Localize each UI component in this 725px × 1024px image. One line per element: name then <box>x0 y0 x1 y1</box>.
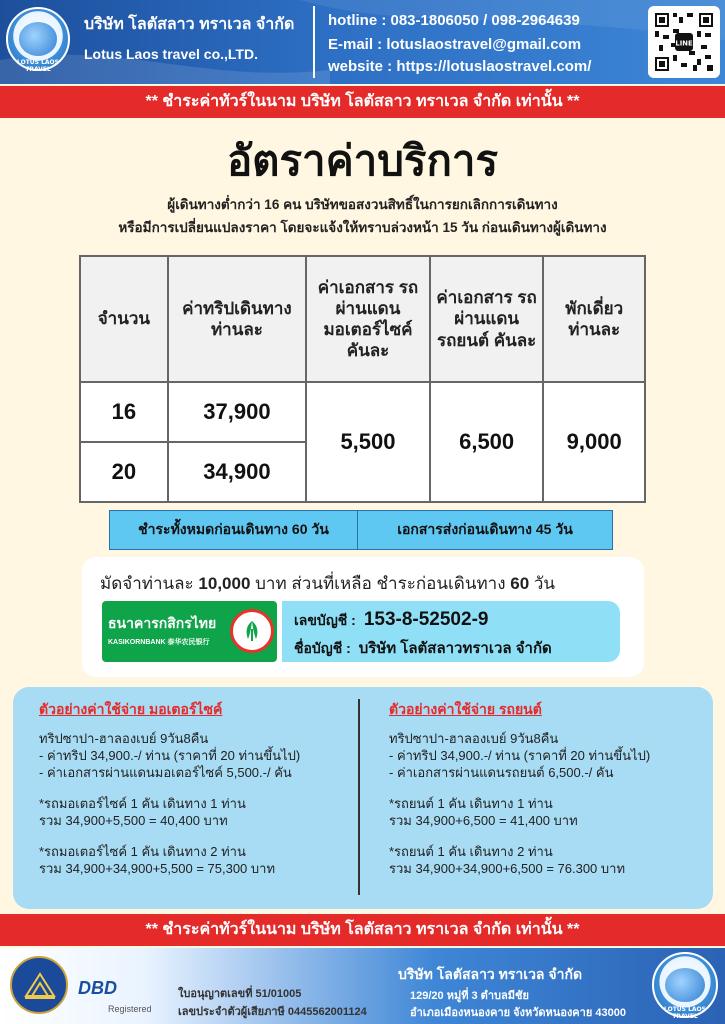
table-row <box>80 382 645 442</box>
table-header-row <box>80 256 645 382</box>
examples-divider <box>358 699 360 895</box>
subtitle-line-1: ผู้เดินทางต่ำกว่า 16 คน บริษัทขอสงวนสิทธิ์ในการยกเลิกการเดินทาง <box>167 197 558 212</box>
payment-terms <box>109 510 613 550</box>
line-qr-code[interactable] <box>648 6 720 78</box>
deposit-text: มัดจำท่านละ 10,000 บาท ส่วนที่เหลือ ชำระก่อนเดินทาง 60 วัน <box>100 574 556 593</box>
row-count: 20 <box>80 442 168 502</box>
payment-full-term: ชำระทั้งหมดก่อนเดินทาง 60 วัน <box>109 510 358 550</box>
rate-table <box>79 255 646 503</box>
moto-doc-price: 5,500 <box>306 382 430 502</box>
website-link[interactable]: website : https://lotuslaostravel.com/ <box>328 58 592 75</box>
notice-bar-top: ** ชำระค่าทัวร์ในนาม บริษัท โลตัสลาว ทราเวล จำกัด เท่านั้น ** <box>0 86 725 118</box>
globe-icon <box>665 968 705 1003</box>
car-example-total: รวม 34,900+6,500 = 41,400 บาท <box>389 813 578 828</box>
page-title: อัตราค่าบริการ <box>226 137 499 184</box>
car-example <box>389 701 709 877</box>
moto-example-heading: ตัวอย่างค่าใช้จ่าย มอเตอร์ไซค์ <box>39 701 223 717</box>
tax-id: เลขประจำตัวผู้เสียภาษี 0445562001124 <box>178 1006 367 1018</box>
moto-example-line: ทริปซาปา-ฮาลองเบย์ 9วัน8คืน <box>39 731 209 746</box>
dbd-logo: DBD <box>78 978 117 998</box>
examples-box <box>13 687 713 909</box>
qr-code-icon <box>653 11 715 73</box>
account-number-label: เลขบัญชี : <box>294 612 356 628</box>
car-example-total: รวม 34,900+34,900+6,500 = 76.300 บาท <box>389 861 626 876</box>
bank-badge <box>102 601 277 662</box>
header-trip-price: ค่าทริปเดินทาง ท่านละ <box>168 256 306 382</box>
car-example-line: *รถยนต์ 1 คัน เดินทาง 1 ท่าน <box>389 796 553 811</box>
company-logo-footer <box>652 952 718 1018</box>
deposit-box <box>82 557 644 677</box>
bank-name-th: ธนาคารกสิกรไทย <box>108 615 217 631</box>
company-name-th: บริษัท โลตัสลาว ทราเวล จำกัด <box>84 16 295 33</box>
row-price: 34,900 <box>168 442 306 502</box>
moto-example-line: *รถมอเตอร์ไซค์ 1 คัน เดินทาง 2 ท่าน <box>39 844 246 859</box>
header-moto-doc: ค่าเอกสาร รถผ่านแดน มอเตอร์ไซค์ คันละ <box>306 256 430 382</box>
car-example-line: - ค่าเอกสารผ่านแดนรถยนต์ 6,500.-/ คัน <box>389 765 614 780</box>
header-single: พักเดี่ยว ท่านละ <box>543 256 645 382</box>
account-name: บริษัท โลตัสลาวทราเวล จำกัด <box>358 640 552 657</box>
header-car-doc: ค่าเอกสาร รถผ่านแดน รถยนต์ คันละ <box>430 256 544 382</box>
logo-text: LOTUS LAOS TRAVEL <box>664 1006 706 1020</box>
license-number: ใบอนุญาตเลขที่ 51/01005 <box>178 988 302 1000</box>
row-count: 16 <box>80 382 168 442</box>
car-example-line: ทริปซาปา-ฮาลองเบย์ 9วัน8คืน <box>389 731 559 746</box>
account-info <box>282 601 620 662</box>
email-link[interactable]: E-mail : lotuslaostravel@gmail.com <box>328 36 582 53</box>
moto-example-line: *รถมอเตอร์ไซค์ 1 คัน เดินทาง 1 ท่าน <box>39 796 246 811</box>
moto-example <box>39 701 359 877</box>
row-price: 37,900 <box>168 382 306 442</box>
globe-icon <box>19 22 57 56</box>
single-price: 9,000 <box>543 382 645 502</box>
logo-text: LOTUS LAOS TRAVEL <box>17 59 59 73</box>
notice-bar-bottom: ** ชำระค่าทัวร์ในนาม บริษัท โลตัสลาว ทราเวล จำกัด เท่านั้น ** <box>0 914 725 946</box>
moto-example-total: รวม 34,900+5,500 = 40,400 บาท <box>39 813 228 828</box>
header-count: จำนวน <box>80 256 168 382</box>
account-number[interactable]: 153-8-52502-9 <box>363 609 489 630</box>
payment-docs-term: เอกสารส่งก่อนเดินทาง 45 วัน <box>358 510 613 550</box>
company-logo <box>6 7 70 71</box>
tat-logo-icon <box>10 956 68 1014</box>
hotline-text[interactable]: hotline : 083-1806050 / 098-2964639 <box>328 12 580 29</box>
subtitle-line-2: หรือมีการเปลี่ยนแปลงราคา โดยจะแจ้งให้ทราบล่วงหน้า 15 วัน ก่อนเดินทางผู้เดินทาง <box>118 220 607 235</box>
footer <box>0 948 725 1024</box>
kbank-leaf-icon <box>230 609 274 653</box>
car-doc-price: 6,500 <box>430 382 544 502</box>
car-example-line: *รถยนต์ 1 คัน เดินทาง 2 ท่าน <box>389 844 553 859</box>
car-example-heading: ตัวอย่างค่าใช้จ่าย รถยนต์ <box>389 701 542 717</box>
footer-address-1: 129/20 หมู่ที่ 3 ตำบลมีชัย <box>410 990 529 1002</box>
header-divider <box>313 6 315 78</box>
moto-example-line: - ค่าเอกสารผ่านแดนมอเตอร์ไซค์ 5,500.-/ คัน <box>39 765 292 780</box>
moto-example-line: - ค่าทริป 34,900.-/ ท่าน (ราคาที่ 20 ท่านขึ้นไป) <box>39 748 301 763</box>
company-name-en: Lotus Laos travel co.,LTD. <box>84 46 258 62</box>
bank-name-en: KASIKORNBANK 泰华农民银行 <box>108 639 210 646</box>
footer-company-name: บริษัท โลตัสลาว ทราเวล จำกัด <box>398 966 583 982</box>
account-name-label: ชื่อบัญชี : <box>294 640 351 656</box>
car-example-line: - ค่าทริป 34,900.-/ ท่าน (ราคาที่ 20 ท่านขึ้นไป) <box>389 748 651 763</box>
moto-example-total: รวม 34,900+34,900+5,500 = 75,300 บาท <box>39 861 276 876</box>
footer-address-2: อำเภอเมืองหนองคาย จังหวัดหนองคาย 43000 <box>410 1007 626 1019</box>
dbd-registered: Registered <box>108 1004 152 1014</box>
svg-text:LINE: LINE <box>675 39 693 48</box>
